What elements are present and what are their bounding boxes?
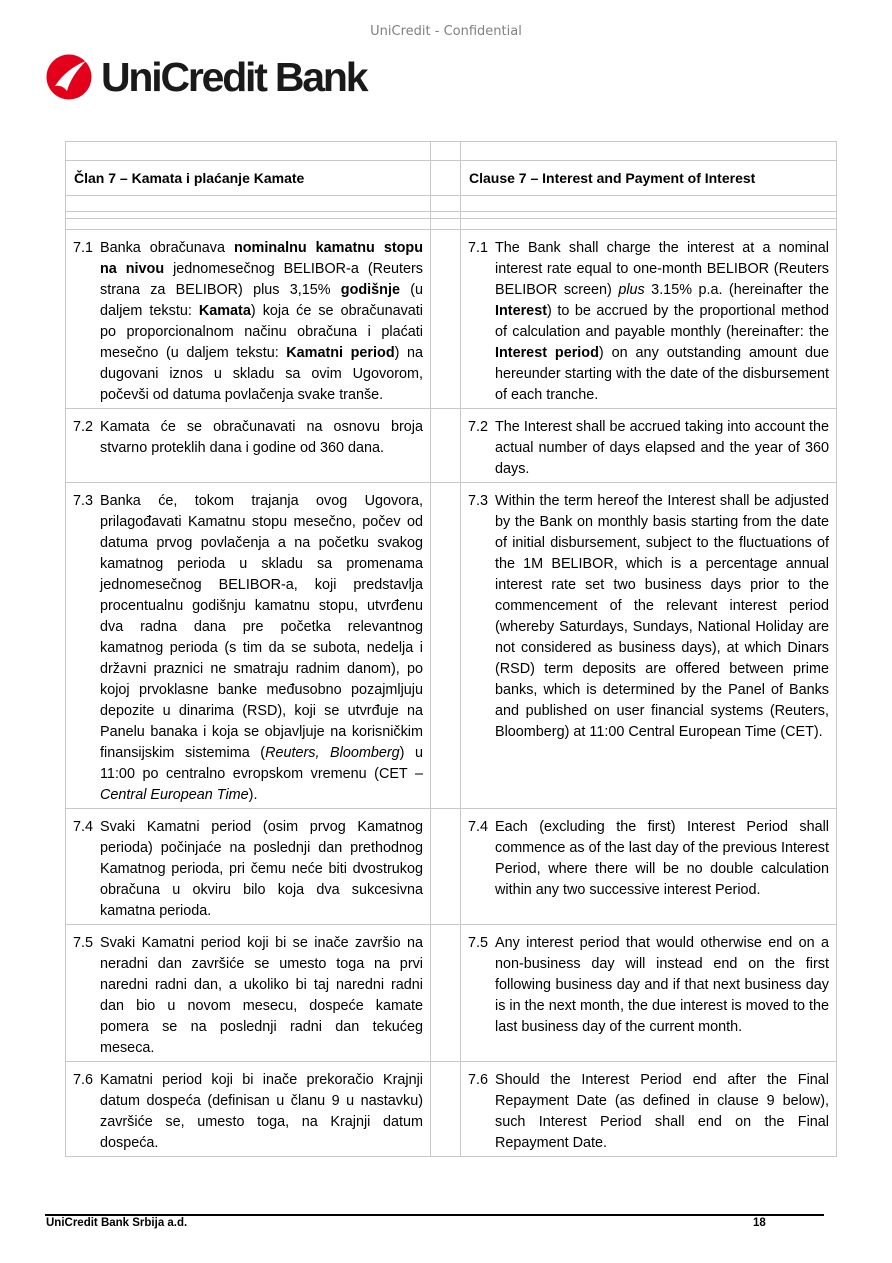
text-run: Kamatni period koji bi inače prekoračio Krajnji datum dospeća (definisan u članu 9 u nastavku) završiće se, umesto toga, na Krajnji datum dospeća. <box>100 1072 423 1151</box>
page-number: 18 <box>753 1217 766 1229</box>
serbian-text <box>100 238 423 406</box>
clause-number: 7.4 <box>468 819 489 835</box>
left-column-title: Član 7 – Kamata i plaćanje Kamate <box>74 169 305 186</box>
text-run: Any interest period that would otherwise end on a non-business day will instead end on the first following business day and if that next business day is in the next month, the due interest is moved to the last business day of the current month. <box>495 935 829 1035</box>
english-text <box>495 491 829 743</box>
english-text <box>495 417 829 480</box>
text-run: ) to be accrued by the proportional method of calculation and payable monthly (hereinafter: the <box>495 303 829 340</box>
clause-row <box>66 1062 837 1157</box>
english-text <box>495 817 829 901</box>
text-run: 3.15% p.a. (hereinafter the <box>644 282 829 298</box>
text-run: Within the term hereof the Interest shall be adjusted by the Bank on monthly basis starting from the date of initial disbursement, subject to the fluctuations of the 1M BELIBOR, which is a percentage annual interest rate set two business days prior to the commencement of the relevant interest period (whereby Saturdays, Sundays, National Holiday are not considered as business days), at which Dinars (RSD) term deposits are offered between prime banks, which is determined by the Panel of Banks and published on user financial systems (Reuters, Bloomberg) at 11:00 Central European Time (CET). <box>495 493 829 740</box>
text-run: Svaki Kamatni period (osim prvog Kamatnog perioda) počinjaće na poslednji dan prethodnog Kamatnog perioda, pri čemu neće biti dvostrukog obračuna u okviru bilo koja dva sukcesivna kamatna perioda. <box>100 819 423 919</box>
italic-term: plus <box>618 282 645 298</box>
text-run: Banka će, tokom trajanja ovog Ugovora, prilagođavati Kamatnu stopu mesečno, počev od datuma prvog povlačenja a na početku svakog kamatnog perioda u skladu sa promenama jednomesečnog BELIBOR-a, koji predstavlja procentualnu godišnju kamatnu stopu, utvrđenu dva radna dana pre početka relevantnog kamatnog perioda (s tim da se subota, nedelja i državni praznici ne smatraju radnim danom), po kojoj prvoklasne banke međusobno pozajmljuju depozite u dinarima (RSD), koji se utvrđuje na Panelu banaka i koja se objavljuje na korisničkim finansijskim sistemima ( <box>100 493 423 761</box>
text-run: ) on any outstanding amount due hereunder starting with the date of the disbursement of each tranche. <box>495 345 829 403</box>
serbian-text <box>100 1070 423 1154</box>
bilingual-clause-table <box>65 141 837 1157</box>
bold-term: nominalnu kamatnu stopu na nivou <box>100 240 423 277</box>
right-column-title: Clause 7 – Interest and Payment of Interest <box>469 169 756 186</box>
bold-term: Interest period <box>495 345 599 361</box>
footer-divider <box>45 1214 824 1216</box>
text-run: The Bank shall charge the interest at a nominal interest rate equal to one-month BELIBOR (Reuters BELIBOR screen) <box>495 240 829 298</box>
text-run: The Interest shall be accrued taking into account the actual number of days elapsed and the year of 360 days. <box>495 419 829 477</box>
clause-number: 7.5 <box>468 935 489 951</box>
clause-number: 7.3 <box>468 493 489 509</box>
clause-number: 7.2 <box>468 419 489 435</box>
bold-term: Kamata <box>198 303 251 319</box>
footer-company: UniCredit Bank Srbija a.d. <box>46 1217 188 1229</box>
bold-term: Interest <box>495 303 547 319</box>
text-run: Each (excluding the first) Interest Period shall commence as of the last day of the previous Interest Period, where there will be no double calculation within any two successive interest Period. <box>495 819 829 898</box>
text-run: ) u 11:00 po centralno evropskom vremenu (CET – <box>100 745 424 782</box>
text-run: Svaki Kamatni period koji bi se inače završio na neradni dan završiće se umesto toga na prvi naredni radni dan, a ukoliko bi taj naredni radni dan bio u novom mesecu, dospeće kamate pomera se na poslednji radni dan tekućeg meseca. <box>100 935 423 1056</box>
clause-number: 7.4 <box>73 819 94 835</box>
clause-number: 7.6 <box>468 1072 489 1088</box>
clause-row <box>66 230 837 409</box>
english-text <box>495 238 829 406</box>
brand-name: UniCredit Bank <box>101 54 367 100</box>
serbian-text <box>100 817 423 922</box>
serbian-text <box>100 417 423 459</box>
clause-number: 7.5 <box>73 935 94 951</box>
brand-logo <box>46 54 366 100</box>
clause-number: 7.6 <box>73 1072 94 1088</box>
unicredit-emblem-icon <box>46 54 92 100</box>
text-run: Banka obračunava <box>100 240 234 256</box>
english-text <box>495 933 829 1038</box>
clause-number: 7.3 <box>73 493 94 509</box>
clause-row <box>66 809 837 925</box>
italic-term: Reuters, Bloomberg <box>265 745 400 761</box>
text-run: ). <box>248 787 258 803</box>
clause-row <box>66 409 837 483</box>
serbian-text <box>100 933 423 1059</box>
serbian-text <box>100 491 423 806</box>
clause-number: 7.2 <box>73 419 94 435</box>
text-run: Should the Interest Period end after the Final Repayment Date (as defined in clause 9 below), such Interest Period shall end on the Final Repayment Date. <box>495 1072 829 1151</box>
text-run: ) na dugovani iznos u skladu sa ovim Ugovorom, počevši od datuma povlačenja svake tranše. <box>100 345 423 403</box>
text-run: ) koja će se obračunavati po proporcionalnom načinu obračuna i plaćati mesečno (u daljem tekstu: <box>100 303 423 361</box>
bold-term: Kamatni period <box>286 345 395 361</box>
text-run: jednomesečnog BELIBOR-a (Reuters strana za BELIBOR) plus 3,15% <box>100 261 423 298</box>
clause-number: 7.1 <box>73 240 94 256</box>
text-run: (u daljem tekstu: <box>100 282 423 319</box>
contract-sheet <box>65 141 836 1157</box>
bold-term: godišnje <box>340 282 400 298</box>
english-text <box>495 1070 829 1154</box>
confidential-label: UniCredit - Confidential <box>370 24 522 39</box>
text-run: Kamata će se obračunavati na osnovu broja stvarno proteklih dana i godine od 360 dana. <box>100 419 423 456</box>
clause-row <box>66 483 837 809</box>
table-header-row <box>66 161 837 196</box>
clause-row <box>66 925 837 1062</box>
clause-number: 7.1 <box>468 240 489 256</box>
italic-term: Central European Time <box>100 787 249 803</box>
